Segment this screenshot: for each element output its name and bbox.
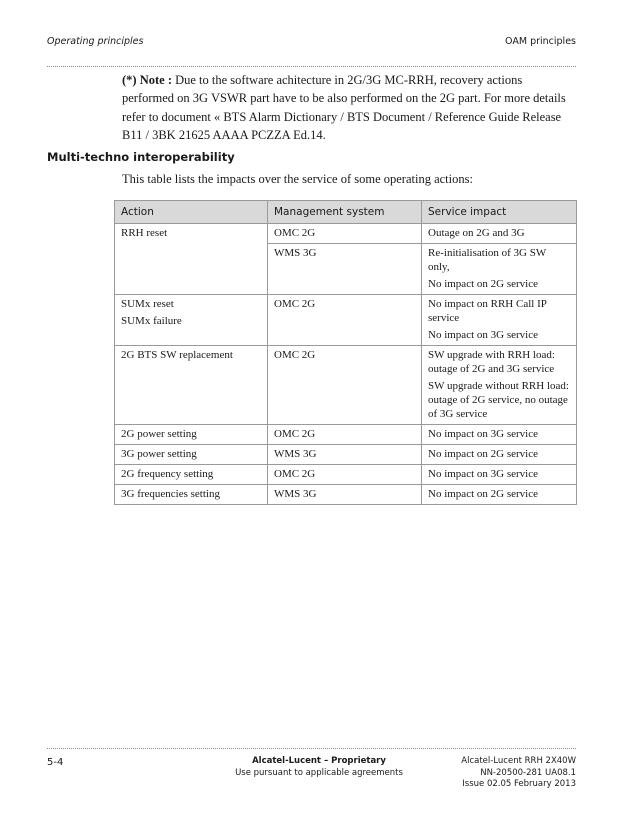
cell-management-system — [268, 346, 422, 425]
table-row — [115, 224, 577, 244]
note-line-2: performed on 3G VSWR part have to be also performed on the 2G part. For more details — [122, 91, 566, 106]
table-row — [115, 425, 577, 445]
table-row — [115, 465, 577, 485]
table-row — [115, 445, 577, 465]
cell-action — [115, 224, 268, 244]
footer-product: Alcatel-Lucent RRH 2X40W — [461, 756, 576, 766]
cell-text: No impact on 3G service — [428, 329, 538, 341]
footer-issue: Issue 02.05 February 2013 — [462, 779, 576, 789]
cell-text: 2G BTS SW replacement — [121, 349, 233, 361]
cell-management-system — [268, 425, 422, 445]
cell-text: OMC 2G — [274, 227, 316, 239]
cell-text: SUMx reset — [121, 298, 174, 310]
column-header-management-system: Management system — [268, 201, 422, 224]
note-label: (*) Note : — [122, 73, 172, 87]
note-line-4: B11 / 3BK 21625 AAAA PCZZA Ed.14. — [122, 127, 326, 142]
cell-management-system — [268, 445, 422, 465]
cell-text: 3G power setting — [121, 448, 197, 460]
cell-action — [115, 425, 268, 445]
cell-text: Re-initialisation of 3G SW only, — [428, 247, 547, 273]
cell-text: WMS 3G — [274, 247, 317, 259]
cell-service-impact — [422, 425, 577, 445]
cell-service-impact — [422, 445, 577, 465]
cell-text: 2G power setting — [121, 428, 197, 440]
cell-management-system — [268, 244, 422, 295]
cell-service-impact — [422, 485, 577, 505]
table-row — [115, 244, 577, 295]
cell-service-impact — [422, 295, 577, 346]
cell-text: SW upgrade with RRH load: outage of 2G and 3G service — [428, 349, 555, 375]
cell-action — [115, 295, 268, 346]
cell-management-system — [268, 485, 422, 505]
cell-action — [115, 485, 268, 505]
section-intro: This table lists the impacts over the service of some operating actions: — [122, 172, 473, 186]
note-line-1: Due to the software achitecture in 2G/3G MC-RRH, recovery actions — [171, 73, 523, 87]
cell-text: Outage on 2G and 3G — [428, 227, 525, 239]
cell-service-impact — [422, 224, 577, 244]
section-title: Multi-techno interoperability — [47, 150, 235, 164]
cell-text: 2G frequency setting — [121, 468, 214, 480]
cell-text: No impact on RRH Call IP service — [428, 298, 547, 324]
cell-text: No impact on 2G service — [428, 278, 538, 290]
note-paragraph — [122, 71, 580, 144]
table-row — [115, 346, 577, 425]
cell-text: No impact on 2G service — [428, 488, 538, 500]
cell-management-system — [268, 224, 422, 244]
cell-management-system — [268, 295, 422, 346]
footer-right — [461, 756, 576, 791]
cell-text: WMS 3G — [274, 448, 317, 460]
cell-text: OMC 2G — [274, 468, 316, 480]
table-body — [115, 224, 577, 505]
table-row — [115, 485, 577, 505]
footer-agreements: Use pursuant to applicable agreements — [235, 767, 403, 778]
cell-service-impact — [422, 465, 577, 485]
cell-action — [115, 445, 268, 465]
cell-text: SW upgrade without RRH load: outage of 2G service, no outage of 3G service — [428, 380, 569, 420]
cell-action — [115, 244, 268, 295]
cell-text: WMS 3G — [274, 488, 317, 500]
footer-rule — [47, 748, 576, 749]
column-header-action: Action — [115, 201, 268, 224]
cell-management-system — [268, 465, 422, 485]
cell-service-impact — [422, 244, 577, 295]
header-rule — [47, 66, 576, 67]
cell-text: OMC 2G — [274, 428, 316, 440]
page-number: 5-4 — [47, 757, 64, 768]
cell-text: RRH reset — [121, 227, 168, 239]
running-header-right: OAM principles — [505, 36, 576, 47]
column-header-service-impact: Service impact — [422, 201, 577, 224]
impacts-table — [114, 200, 577, 505]
cell-action — [115, 346, 268, 425]
cell-text: OMC 2G — [274, 349, 316, 361]
footer-doc-number: NN-20500-281 UA08.1 — [480, 767, 576, 778]
cell-service-impact — [422, 346, 577, 425]
cell-text: No impact on 3G service — [428, 428, 538, 440]
cell-text: 3G frequencies setting — [121, 488, 220, 500]
cell-text: No impact on 2G service — [428, 448, 538, 460]
cell-text: SUMx failure — [121, 315, 182, 327]
running-header-left: Operating principles — [47, 36, 144, 47]
table-header-row — [115, 201, 577, 224]
cell-text: No impact on 3G service — [428, 468, 538, 480]
cell-action — [115, 465, 268, 485]
table-row — [115, 295, 577, 346]
note-line-3: refer to document « BTS Alarm Dictionary / BTS Document / Reference Guide Release — [122, 109, 562, 124]
footer-proprietary: Alcatel-Lucent – Proprietary — [252, 756, 386, 766]
cell-text: OMC 2G — [274, 298, 316, 310]
